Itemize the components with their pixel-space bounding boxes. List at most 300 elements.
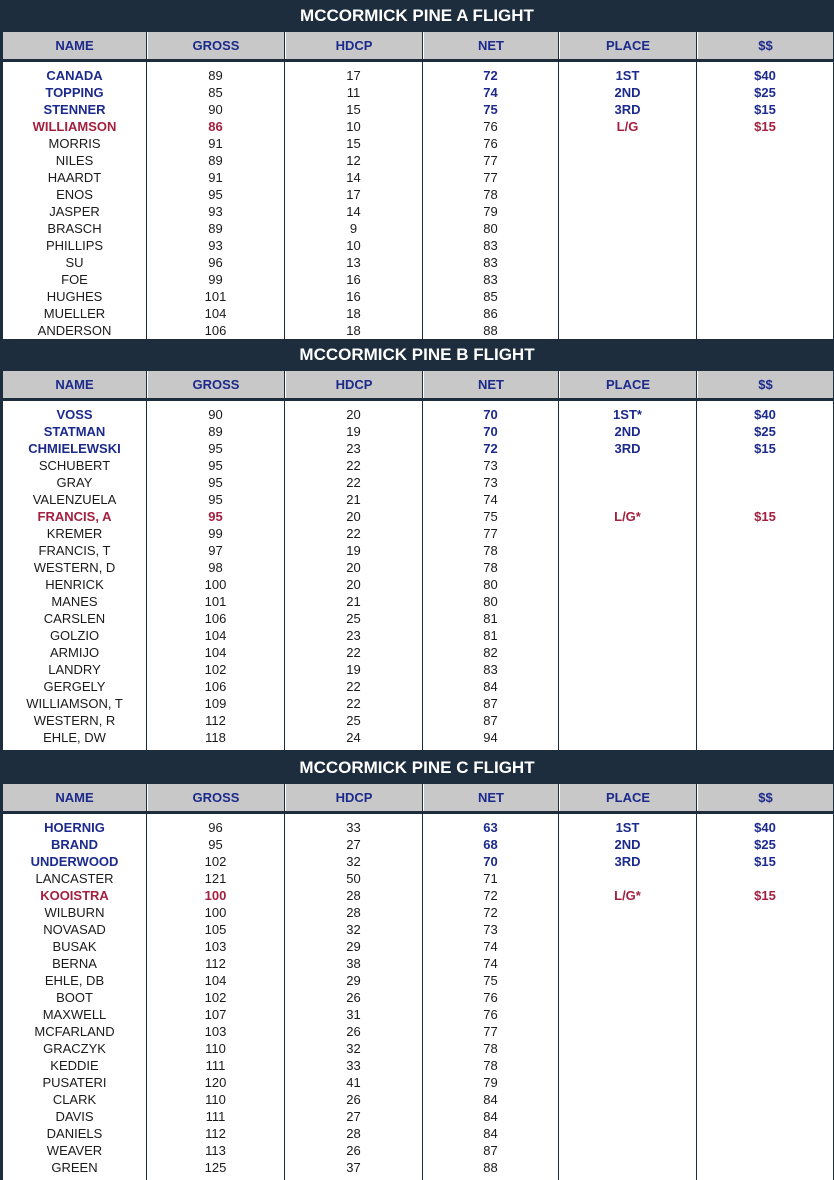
cell-hdcp: 21	[346, 492, 361, 507]
column-header-gross: GROSS	[147, 371, 285, 398]
cell-gross: 99	[208, 272, 223, 287]
cell-net: 72	[483, 905, 498, 920]
cell-place	[559, 1091, 696, 1108]
cell-place	[559, 559, 696, 576]
cell-place	[559, 593, 696, 610]
cell-gross: 93	[208, 204, 223, 219]
cell-gross: 121	[204, 871, 227, 886]
cell-gross: 112	[205, 1126, 226, 1141]
cell-place	[559, 972, 696, 989]
cell-hdcp: 12	[346, 153, 361, 168]
cell-hdcp: 21	[346, 594, 361, 609]
cell-hdcp: 24	[346, 730, 361, 745]
cell-hdcp: 16	[346, 289, 361, 304]
cell-money	[697, 593, 833, 610]
cell-place: 2ND	[614, 424, 641, 439]
cell-money: $25	[754, 837, 776, 852]
cell-place	[559, 271, 696, 288]
cell-place	[559, 955, 696, 972]
cell-hdcp: 28	[346, 1126, 361, 1141]
cell-money	[697, 525, 833, 542]
cell-money	[697, 271, 833, 288]
column-gross	[147, 401, 285, 750]
column-name	[3, 401, 147, 750]
cell-hdcp: 19	[346, 662, 361, 677]
cell-money	[697, 972, 833, 989]
cell-hdcp: 33	[346, 820, 361, 835]
cell-net: 72	[483, 441, 498, 456]
cell-place	[559, 1125, 696, 1142]
cell-place	[559, 904, 696, 921]
cell-place	[559, 1108, 696, 1125]
cell-hdcp: 23	[346, 628, 361, 643]
flight-section	[0, 0, 834, 343]
cell-place	[559, 921, 696, 938]
cell-net: 70	[483, 407, 498, 422]
cell-money	[697, 1074, 833, 1091]
cell-gross: 95	[208, 458, 223, 473]
cell-hdcp: 22	[346, 458, 361, 473]
cell-gross: 86	[208, 119, 223, 134]
cell-hdcp: 31	[346, 1007, 361, 1022]
cell-name: WESTERN, D	[33, 560, 116, 575]
cell-gross: 103	[204, 1024, 227, 1039]
column-name	[3, 62, 147, 343]
cell-net: 86	[483, 306, 498, 321]
cell-net: 75	[483, 509, 498, 524]
cell-gross: 111	[205, 1058, 226, 1073]
column-header-hdcp: HDCP	[285, 784, 423, 811]
cell-hdcp: 20	[346, 560, 361, 575]
column-header-money: $$	[697, 371, 833, 398]
cell-hdcp: 32	[346, 1041, 361, 1056]
cell-name: CANADA	[46, 68, 103, 83]
cell-hdcp: 27	[346, 837, 361, 852]
column-net	[423, 401, 559, 750]
cell-hdcp: 37	[346, 1160, 361, 1175]
cell-net: 73	[483, 475, 498, 490]
cell-net: 78	[483, 187, 498, 202]
column-header-name: NAME	[3, 784, 147, 811]
cell-hdcp: 13	[346, 255, 361, 270]
cell-name: PUSATERI	[42, 1075, 107, 1090]
cell-hdcp: 15	[346, 102, 361, 117]
cell-hdcp: 16	[346, 272, 361, 287]
cell-gross: 95	[208, 441, 223, 456]
cell-name: KOOISTRA	[40, 888, 109, 903]
cell-gross: 89	[208, 153, 223, 168]
cell-place	[559, 576, 696, 593]
cell-hdcp: 50	[346, 871, 361, 886]
column-header-hdcp: HDCP	[285, 371, 423, 398]
cell-money	[697, 1091, 833, 1108]
column-header-net: NET	[423, 32, 559, 59]
cell-name: DANIELS	[46, 1126, 103, 1141]
cell-place	[559, 169, 696, 186]
flight-section	[0, 339, 834, 750]
cell-place	[559, 305, 696, 322]
cell-hdcp: 22	[346, 475, 361, 490]
cell-hdcp: 10	[346, 119, 361, 134]
cell-gross: 118	[205, 730, 226, 745]
cell-money	[697, 870, 833, 887]
cell-money	[697, 203, 833, 220]
cell-place: 1ST	[615, 820, 640, 835]
cell-money: $15	[754, 119, 776, 134]
cell-net: 71	[483, 871, 498, 886]
cell-name: DAVIS	[55, 1109, 94, 1124]
cell-gross: 89	[208, 424, 223, 439]
cell-place	[559, 237, 696, 254]
column-gross	[147, 62, 285, 343]
cell-place: L/G	[616, 119, 639, 134]
column-header-place: PLACE	[559, 784, 697, 811]
cell-gross: 89	[208, 221, 223, 236]
cell-gross: 95	[208, 509, 223, 524]
cell-gross: 95	[208, 837, 223, 852]
column-header-money: $$	[697, 784, 833, 811]
cell-name: EHLE, DW	[43, 730, 106, 745]
cell-money	[697, 1125, 833, 1142]
column-money	[697, 62, 833, 343]
column-header-money: $$	[697, 32, 833, 59]
cell-name: FOE	[61, 272, 88, 287]
column-place	[559, 62, 697, 343]
cell-gross: 106	[204, 323, 227, 338]
cell-net: 70	[483, 854, 498, 869]
column-hdcp	[285, 401, 423, 750]
cell-gross: 104	[204, 645, 227, 660]
cell-net: 79	[483, 204, 498, 219]
cell-hdcp: 22	[346, 679, 361, 694]
cell-name: HOERNIG	[44, 820, 105, 835]
cell-name: TOPPING	[45, 85, 104, 100]
cell-name: ENOS	[56, 187, 93, 202]
cell-net: 63	[483, 820, 498, 835]
cell-gross: 104	[204, 628, 227, 643]
cell-place	[559, 152, 696, 169]
cell-gross: 91	[208, 136, 223, 151]
cell-place: 3RD	[614, 102, 641, 117]
cell-hdcp: 18	[346, 323, 361, 338]
cell-net: 84	[483, 679, 498, 694]
cell-place: L/G*	[614, 509, 641, 524]
column-header-row	[3, 784, 833, 811]
cell-money: $40	[754, 820, 776, 835]
cell-net: 78	[483, 1058, 498, 1073]
cell-name: NOVASAD	[43, 922, 106, 937]
cell-money	[697, 627, 833, 644]
column-header-row	[3, 371, 833, 398]
cell-net: 87	[483, 713, 498, 728]
cell-net: 83	[483, 238, 498, 253]
column-hdcp	[285, 814, 423, 1180]
cell-name: LANCASTER	[35, 871, 114, 886]
cell-gross: 102	[204, 854, 227, 869]
cell-money	[697, 220, 833, 237]
cell-place	[559, 989, 696, 1006]
column-gross	[147, 814, 285, 1180]
cell-money: $15	[754, 888, 776, 903]
cell-net: 76	[483, 136, 498, 151]
column-header-place: PLACE	[559, 32, 697, 59]
cell-hdcp: 29	[346, 939, 361, 954]
cell-net: 82	[483, 645, 498, 660]
cell-hdcp: 10	[346, 238, 361, 253]
column-header-place: PLACE	[559, 371, 697, 398]
cell-money	[697, 559, 833, 576]
cell-hdcp: 32	[346, 854, 361, 869]
cell-gross: 97	[208, 543, 223, 558]
cell-money	[697, 644, 833, 661]
cell-money	[697, 661, 833, 678]
cell-money: $25	[754, 85, 776, 100]
cell-place	[559, 491, 696, 508]
cell-name: UNDERWOOD	[30, 854, 119, 869]
cell-hdcp: 26	[346, 1092, 361, 1107]
cell-hdcp: 9	[349, 221, 358, 236]
cell-money	[697, 322, 833, 339]
cell-hdcp: 20	[346, 407, 361, 422]
cell-net: 76	[483, 990, 498, 1005]
cell-net: 79	[483, 1075, 498, 1090]
cell-place	[559, 644, 696, 661]
cell-name: GRACZYK	[43, 1041, 106, 1056]
cell-name: EHLE, DB	[44, 973, 105, 988]
cell-place	[559, 474, 696, 491]
cell-net: 84	[483, 1092, 498, 1107]
cell-net: 87	[483, 1143, 498, 1158]
cell-hdcp: 28	[346, 888, 361, 903]
cell-net: 68	[483, 837, 498, 852]
cell-hdcp: 18	[346, 306, 361, 321]
cell-money	[697, 491, 833, 508]
cell-money	[697, 678, 833, 695]
cell-name: STATMAN	[43, 424, 106, 439]
cell-name: CHMIELEWSKI	[28, 441, 121, 456]
cell-gross: 125	[204, 1160, 227, 1175]
cell-hdcp: 22	[346, 645, 361, 660]
cell-gross: 96	[208, 820, 223, 835]
cell-name: BERNA	[52, 956, 97, 971]
cell-net: 81	[483, 611, 498, 626]
cell-name: MCFARLAND	[34, 1024, 115, 1039]
cell-place: 2ND	[614, 85, 641, 100]
cell-money	[697, 938, 833, 955]
cell-money	[697, 921, 833, 938]
cell-net: 72	[483, 888, 498, 903]
cell-gross: 91	[208, 170, 223, 185]
cell-money: $40	[754, 407, 776, 422]
cell-money	[697, 729, 833, 746]
cell-hdcp: 20	[346, 577, 361, 592]
column-hdcp	[285, 62, 423, 343]
cell-money	[697, 135, 833, 152]
cell-name: CLARK	[52, 1092, 97, 1107]
cell-hdcp: 15	[346, 136, 361, 151]
cell-gross: 100	[204, 577, 227, 592]
cell-hdcp: 17	[346, 68, 361, 83]
cell-name: KEDDIE	[50, 1058, 99, 1073]
cell-hdcp: 14	[346, 170, 361, 185]
cell-gross: 103	[204, 939, 227, 954]
cell-place	[559, 678, 696, 695]
results-table-body	[3, 401, 833, 750]
cell-place	[559, 938, 696, 955]
cell-money	[697, 474, 833, 491]
column-net	[423, 814, 559, 1180]
cell-net: 83	[483, 272, 498, 287]
cell-name: MANES	[51, 594, 98, 609]
column-place	[559, 401, 697, 750]
cell-money	[697, 288, 833, 305]
cell-gross: 106	[204, 611, 227, 626]
cell-hdcp: 26	[346, 1143, 361, 1158]
cell-net: 78	[483, 560, 498, 575]
cell-gross: 95	[208, 492, 223, 507]
cell-name: SU	[65, 255, 84, 270]
cell-gross: 120	[204, 1075, 227, 1090]
cell-gross: 105	[204, 922, 227, 937]
cell-net: 75	[483, 973, 498, 988]
cell-name: CARSLEN	[43, 611, 106, 626]
cell-gross: 93	[208, 238, 223, 253]
cell-hdcp: 20	[346, 509, 361, 524]
column-header-net: NET	[423, 784, 559, 811]
cell-name: WILLIAMSON, T	[26, 696, 123, 711]
cell-name: STENNER	[43, 102, 106, 117]
cell-hdcp: 23	[346, 441, 361, 456]
cell-gross: 96	[208, 255, 223, 270]
column-header-row	[3, 32, 833, 59]
cell-gross: 110	[205, 1041, 226, 1056]
cell-place	[559, 1023, 696, 1040]
cell-name: ARMIJO	[49, 645, 100, 660]
cell-place	[559, 254, 696, 271]
cell-name: VOSS	[56, 407, 93, 422]
flight-title: MCCORMICK PINE A FLIGHT	[0, 0, 834, 32]
cell-gross: 111	[205, 1109, 226, 1124]
cell-name: HENRICK	[45, 577, 104, 592]
cell-place	[559, 627, 696, 644]
cell-hdcp: 29	[346, 973, 361, 988]
cell-money	[697, 1006, 833, 1023]
cell-money	[697, 904, 833, 921]
cell-gross: 102	[204, 662, 227, 677]
cell-hdcp: 26	[346, 990, 361, 1005]
cell-gross: 109	[204, 696, 227, 711]
cell-name: BUSAK	[52, 939, 97, 954]
cell-name: KREMER	[46, 526, 103, 541]
cell-place	[559, 712, 696, 729]
cell-name: PHILLIPS	[45, 238, 104, 253]
cell-gross: 101	[204, 289, 227, 304]
cell-place	[559, 661, 696, 678]
cell-name: BOOT	[56, 990, 93, 1005]
cell-gross: 90	[208, 102, 223, 117]
cell-net: 80	[483, 221, 498, 236]
flight-title: MCCORMICK PINE C FLIGHT	[0, 752, 834, 784]
cell-hdcp: 25	[346, 713, 361, 728]
cell-gross: 102	[204, 990, 227, 1005]
cell-money: $25	[754, 424, 776, 439]
cell-gross: 110	[205, 1092, 226, 1107]
cell-money: $15	[754, 441, 776, 456]
cell-place	[559, 1074, 696, 1091]
cell-place	[559, 610, 696, 627]
cell-name: WILBURN	[44, 905, 105, 920]
cell-money	[697, 989, 833, 1006]
cell-net: 83	[483, 255, 498, 270]
results-table-body	[3, 62, 833, 343]
cell-net: 74	[483, 85, 498, 100]
cell-money	[697, 1023, 833, 1040]
cell-name: GREEN	[51, 1160, 98, 1175]
cell-net: 77	[483, 526, 498, 541]
cell-net: 74	[483, 956, 498, 971]
cell-net: 94	[483, 730, 498, 745]
cell-gross: 95	[208, 475, 223, 490]
column-header-hdcp: HDCP	[285, 32, 423, 59]
cell-money: $15	[754, 854, 776, 869]
cell-name: VALENZUELA	[32, 492, 117, 507]
cell-place	[559, 186, 696, 203]
cell-money	[697, 542, 833, 559]
cell-place	[559, 870, 696, 887]
cell-net: 83	[483, 662, 498, 677]
cell-net: 87	[483, 696, 498, 711]
cell-place	[559, 1006, 696, 1023]
cell-hdcp: 26	[346, 1024, 361, 1039]
cell-money	[697, 1142, 833, 1159]
cell-money	[697, 695, 833, 712]
cell-place	[559, 1057, 696, 1074]
cell-place	[559, 729, 696, 746]
cell-money: $40	[754, 68, 776, 83]
cell-name: HUGHES	[46, 289, 103, 304]
cell-hdcp: 17	[346, 187, 361, 202]
cell-money	[697, 955, 833, 972]
cell-net: 76	[483, 1007, 498, 1022]
cell-name: MAXWELL	[42, 1007, 107, 1022]
cell-net: 80	[483, 594, 498, 609]
cell-money	[697, 305, 833, 322]
cell-hdcp: 19	[346, 424, 361, 439]
cell-net: 77	[483, 1024, 498, 1039]
cell-name: HAARDT	[47, 170, 102, 185]
cell-money	[697, 610, 833, 627]
cell-net: 88	[483, 1160, 498, 1175]
cell-gross: 112	[205, 956, 226, 971]
cell-net: 77	[483, 153, 498, 168]
column-header-gross: GROSS	[147, 32, 285, 59]
column-place	[559, 814, 697, 1180]
cell-money	[697, 457, 833, 474]
cell-gross: 100	[204, 888, 227, 903]
cell-net: 72	[483, 68, 498, 83]
cell-name: BRASCH	[47, 221, 102, 236]
cell-net: 75	[483, 102, 498, 117]
cell-net: 81	[483, 628, 498, 643]
cell-gross: 85	[208, 85, 223, 100]
cell-place	[559, 1159, 696, 1176]
cell-money	[697, 186, 833, 203]
cell-gross: 90	[208, 407, 223, 422]
cell-place: 1ST	[615, 68, 640, 83]
column-money	[697, 401, 833, 750]
cell-place: 3RD	[614, 854, 641, 869]
cell-money	[697, 169, 833, 186]
